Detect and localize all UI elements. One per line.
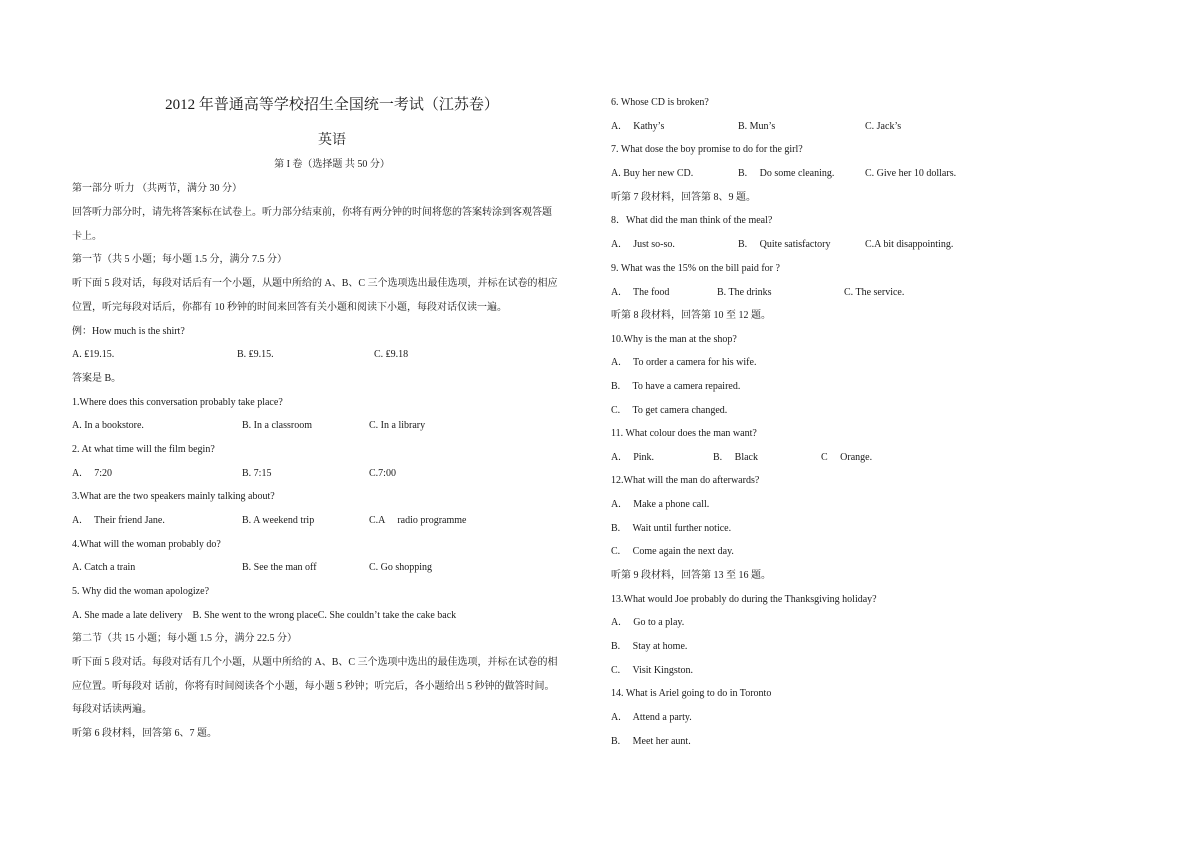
option-c: C. To get camera changed. xyxy=(611,405,728,416)
question-4: 4.What will the woman probably do? xyxy=(72,539,221,550)
exam-title: 2012 年普通高等学校招生全国统一考试（江苏卷） xyxy=(165,97,499,113)
option-a: A. Pink. xyxy=(611,452,655,463)
question-2: 2. At what time will the film begin? xyxy=(72,444,215,455)
option-b: B. The drinks xyxy=(717,287,772,298)
instruction-text: 每段对话读两遍。 xyxy=(72,704,152,715)
section1-heading: 第一节（共 5 小题；每小题 1.5 分，满分 7.5 分） xyxy=(72,254,287,265)
option-c: C. Come again the next day. xyxy=(611,546,734,557)
instruction-text: 位置，听完每段对话后，你都有 10 秒钟的时间来回答有关小题和阅读下小题，每段对话仅读一遍。 xyxy=(72,302,507,313)
option-a: A. Catch a train xyxy=(72,562,136,573)
question-13: 13.What would Joe probably do during the Thanksgiving holiday? xyxy=(611,594,877,605)
question-3: 3.What are the two speakers mainly talking about? xyxy=(72,491,275,502)
question-7: 7. What dose the boy promise to do for the girl? xyxy=(611,144,803,155)
option-a: A. Their friend Jane. xyxy=(72,515,165,526)
question-1: 1.Where does this conversation probably take place? xyxy=(72,397,283,408)
option-b: B. ₤9.15. xyxy=(237,349,274,360)
instruction-text: 听下面 5 段对话。每段对话有几个小题，从题中所给的 A、B、C 三个选项中选出的最佳选项，并标在试卷的相 xyxy=(72,657,558,668)
option-c: C. Go shopping xyxy=(369,562,433,573)
question-6: 6. Whose CD is broken? xyxy=(611,97,709,108)
option-b: B. Meet her aunt. xyxy=(611,736,691,747)
option-a: A. Go to a play. xyxy=(611,617,685,628)
option-a: A. Just so-so. xyxy=(611,239,675,250)
instruction-text: 应位置。听每段对 话前，你将有时间阅读各个小题，每小题 5 秒钟；听完后，各小题给出 5 秒钟的做答时间。 xyxy=(72,681,555,692)
example-question: 例：How much is the shirt? xyxy=(72,326,185,337)
option-c: C. In a library xyxy=(369,420,426,431)
question-11: 11. What colour does the man want? xyxy=(611,428,757,439)
option-c: C. Give her 10 dollars. xyxy=(865,168,957,179)
volume-heading: 第 I 卷（选择题 共 50 分） xyxy=(274,159,390,170)
option-a: A. ₤19.15. xyxy=(72,349,115,360)
question-12: 12.What will the man do afterwards? xyxy=(611,475,760,486)
option-a: A. In a bookstore. xyxy=(72,420,144,431)
question-8: 8．What did the man think of the meal? xyxy=(611,215,773,226)
segment-heading: 听第 7 段材料，回答第 8、9 题。 xyxy=(611,192,756,203)
option-b: B. Do some cleaning. xyxy=(738,168,835,179)
option-b: B. Stay at home. xyxy=(611,641,688,652)
instruction-text: 听下面 5 段对话，每段对话后有一个小题，从题中所给的 A、B、C 三个选项选出最佳选项，并标在试卷的相应 xyxy=(72,278,558,289)
option-b: B. In a classroom xyxy=(242,420,312,431)
option-a: A. Kathy’s xyxy=(611,121,665,132)
option-a: A. Buy her new CD. xyxy=(611,168,694,179)
option-b: B. To have a camera repaired. xyxy=(611,381,741,392)
option-c: C Orange. xyxy=(821,452,873,463)
option-a: A. To order a camera for his wife. xyxy=(611,357,757,368)
option-b: B. Mun’s xyxy=(738,121,776,132)
instruction-text: 卡上。 xyxy=(72,231,102,242)
example-answer: 答案是 B。 xyxy=(72,373,122,384)
option-b: B. A weekend trip xyxy=(242,515,315,526)
question-5: 5. Why did the woman apologize? xyxy=(72,586,210,597)
part1-heading: 第一部分 听力 （共两节，满分 30 分） xyxy=(72,183,242,194)
option-c: C.A bit disappointing. xyxy=(865,239,954,250)
question-10: 10.Why is the man at the shop? xyxy=(611,334,737,345)
option-b: B. Quite satisfactory xyxy=(738,239,831,250)
option-c: C. The service. xyxy=(844,287,905,298)
subject-title: 英语 xyxy=(318,133,346,148)
option-a: A. The food xyxy=(611,287,670,298)
option-a: A. Make a phone call. xyxy=(611,499,710,510)
instruction-text: 回答听力部分时，请先将答案标在试卷上。听力部分结束前，你将有两分钟的时间将您的答案转涂到客观答题 xyxy=(72,207,552,218)
option-c: C.A radio programme xyxy=(369,515,467,526)
option-c: C. Jack’s xyxy=(865,121,902,132)
option-b: B. 7:15 xyxy=(242,468,272,479)
option-c: C. ₤9.18 xyxy=(374,349,409,360)
question-9: 9. What was the 15% on the bill paid for ? xyxy=(611,263,780,274)
option-b: B. Wait until further notice. xyxy=(611,523,732,534)
segment-heading: 听第 6 段材料，回答第 6、7 题。 xyxy=(72,728,217,739)
section2-heading: 第二节（共 15 小题；每小题 1.5 分，满分 22.5 分） xyxy=(72,633,297,644)
option-a: A. 7:20 xyxy=(72,468,112,479)
question-5-options: A. She made a late delivery B. She went to the wrong placeC. She couldn’t take the cake back xyxy=(72,610,457,621)
option-c: C.7:00 xyxy=(369,468,396,479)
option-a: A. Attend a party. xyxy=(611,712,692,723)
option-b: B. Black xyxy=(713,452,758,463)
question-14: 14. What is Ariel going to do in Toronto xyxy=(611,688,772,699)
option-b: B. See the man off xyxy=(242,562,317,573)
segment-heading: 听第 8 段材料，回答第 10 至 12 题。 xyxy=(611,310,771,321)
option-c: C. Visit Kingston. xyxy=(611,665,694,676)
segment-heading: 听第 9 段材料，回答第 13 至 16 题。 xyxy=(611,570,771,581)
